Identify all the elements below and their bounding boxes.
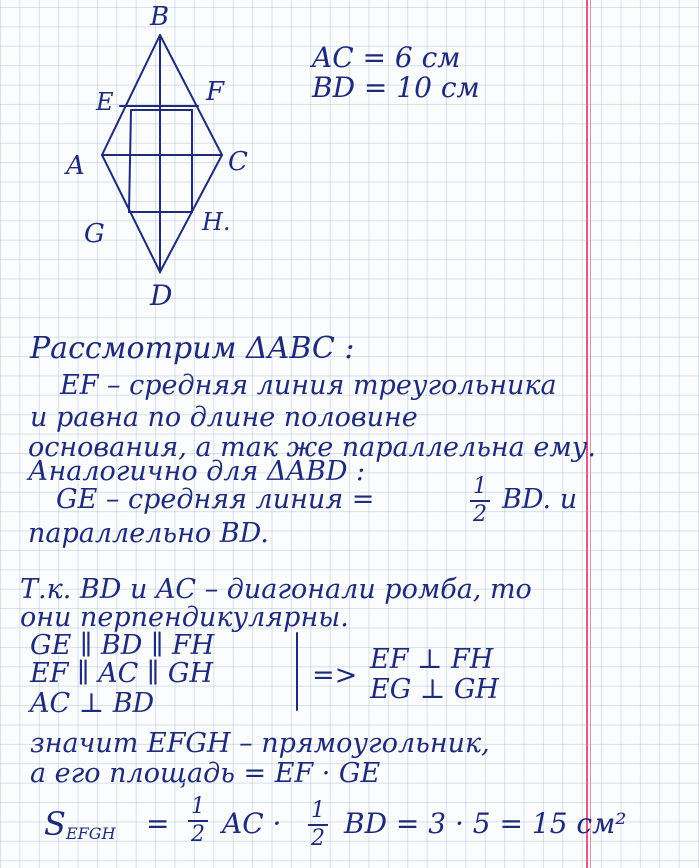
vertex-label-e: E [96,88,114,116]
fraction-half-1 [470,476,490,526]
solution-line-2: EF – средняя линия треугольника [60,370,557,401]
vertex-label-f: F [206,77,225,107]
vertex-label-h: H. [202,208,231,236]
fraction-half-3 [308,800,328,850]
area-subscript: EFGH [66,824,116,843]
fraction-half-2 [188,796,208,846]
solution-line-8: Т.к. BD и AC – диагонали ромба, то [20,574,532,605]
system-line-2: EF ∥ AC ∥ GH [30,658,213,689]
system-line-3: AC ⊥ BD [30,688,155,719]
vertex-label-g: G [84,219,105,249]
given-ac: AC = 6 см [312,41,461,74]
fraction-numerator: 1 [473,474,487,499]
solution-line-6b: BD. и [502,484,578,515]
fraction-denominator: 2 [191,822,205,847]
fraction-denominator: 2 [311,826,325,851]
vertex-label-d: D [150,279,173,312]
solution-line-11: а его площадь = EF · GE [30,758,381,789]
solution-line-9: они перпендикулярны. [20,602,349,633]
rhombus-outline [102,35,222,272]
system-line-1: GE ∥ BD ∥ FH [30,630,215,661]
area-symbol: S [44,805,66,843]
result-line-2: EG ⊥ GH [370,674,499,705]
given-bd: BD = 10 см [312,71,480,104]
fraction-numerator: 1 [311,798,325,823]
final-ac: AC · [222,807,282,840]
vertex-label-a: A [66,151,85,181]
final-equals: = [146,807,170,840]
solution-line-1: Рассмотрим ΔABC : [30,331,355,366]
vertex-label-b: B [150,2,170,32]
fraction-numerator: 1 [191,794,205,819]
solution-line-5: Аналогично для ΔABD : [28,456,366,487]
solution-line-6a: GE – средняя линия = [56,484,375,515]
solution-line-7: параллельно BD. [28,518,269,549]
solution-line-3: и равна по длине половине [30,402,418,433]
fraction-denominator: 2 [473,502,487,527]
vertex-label-c: C [228,147,248,177]
implies-arrow: => [312,660,358,691]
solution-line-4: основания, а так же параллельна ему. [28,432,596,463]
final-result: BD = 3 · 5 = 15 см² [344,807,627,840]
solution-line-10: значит EFGH – прямоугольник, [30,728,490,759]
result-line-1: EF ⊥ FH [370,644,494,675]
